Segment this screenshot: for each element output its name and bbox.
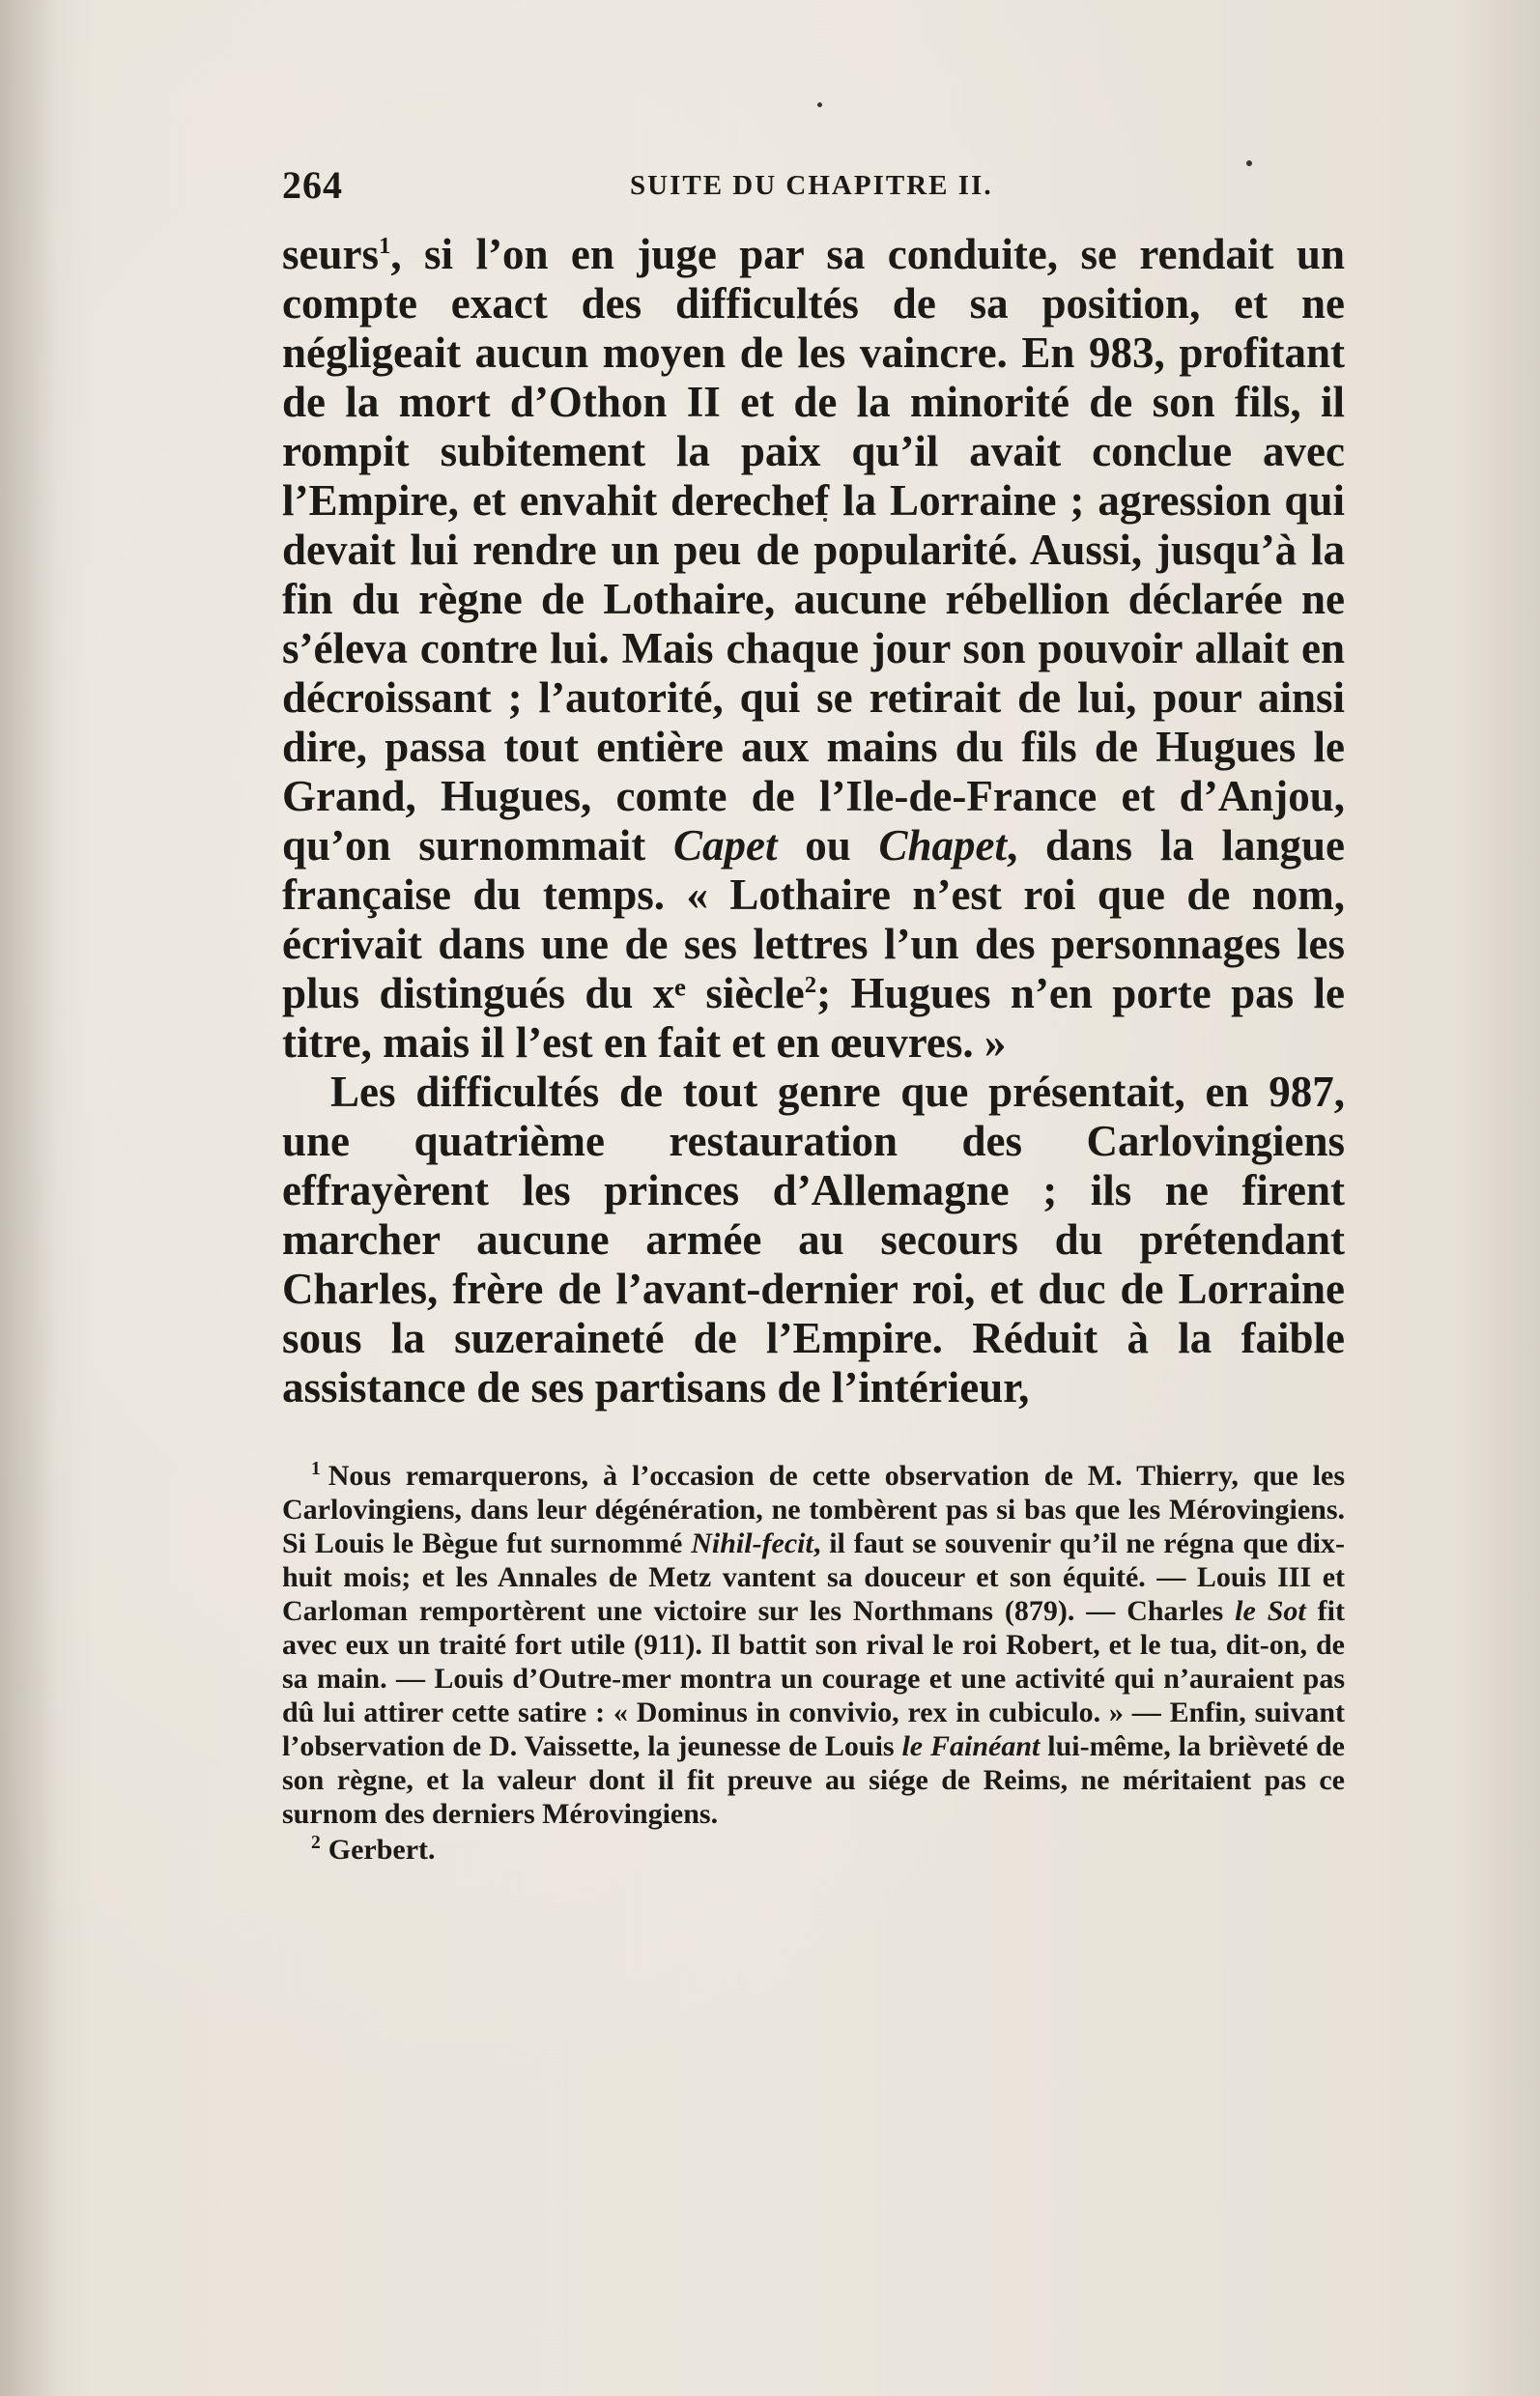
footnote-1-mark: 1 [311, 1459, 321, 1479]
paragraph-1 [282, 230, 1345, 1068]
italic-chapet: Chapet [878, 821, 1007, 870]
italic-le-faineant: le Fainéant [901, 1730, 1041, 1762]
footnote-ref-2: 2 [804, 972, 817, 998]
main-text [282, 230, 1345, 1412]
paragraph-1-text-b: , dans la langue française du temps. « Lothaire n’est roi que de nom, écrivait dans une de ses lettres l’un des personnages les plus distingués du xᵉ siècle [282, 821, 1345, 1017]
footnote-ref-1: 1 [379, 233, 391, 259]
footnote-2 [282, 1833, 1345, 1867]
paragraph-1-ou: ou [777, 821, 879, 870]
footnote-1-text-c: fit avec eux un traité fort utile (911). Il battit son rival le roi Robert, et le tua, dit-on, de sa main. — Louis d’Outre-mer montra un courage et une activité qui n’auraient pas dû lui attirer cette satire : « Dominus in convivio, rex in cubiculo. » — Enfin, suivant l’observation de D. Vaissette, la jeunesse de Louis [282, 1595, 1345, 1762]
paragraph-1-text-c: ; Hugues n’en porte pas le titre, mais il l’est en fait et en œuvres. » [282, 969, 1346, 1067]
ink-speck [817, 102, 822, 107]
paragraph-2: Les difficultés de tout genre que présentait, en 987, une quatrième restauration des Carlovingiens effrayèrent les princes d’Allemagne ; ils ne firent marcher aucune armée au secours du prétendant Charles, frère de l’avant-dernier roi, et duc de Lorraine sous la suzeraineté de l’Empire. Réduit à la faible assistance de ses partisans de l’intérieur, [282, 1068, 1345, 1412]
footnote-1-text-a: Nous remarquerons, à l’occasion de cette observation de M. Thierry, que les Carlovingiens, dans leur dégénération, ne tombèrent pas si bas que les Mérovingiens. Si Louis le Bègue fut surnommé [282, 1460, 1345, 1559]
footnote-2-mark: 2 [311, 1833, 321, 1853]
paragraph-1-text-a: , si l’on en juge par sa conduite, se rendait un compte exact des difficultés de sa position, et ne négligeait aucun moyen de les vaincre. En 983, profitant de la mort d’Othon II et de la minorité de son fils, il rompit subitement la paix qu’il avait conclue avec l’Empire, et envahit derechef la Lorraine ; agression qui devait lui rendre un peu de popularité. Aussi, jusqu’à la fin du règne de Lothaire, aucune rébellion déclarée ne s’éleva contre lui. Mais chaque jour son pouvoir allait en décroissant ; l’autorité, qui se retirait de lui, pour ainsi dire, passa tout entière aux mains du fils de Hugues le Grand, Hugues, comte de l’Ile-de-France et d’Anjou, qu’on surnommait [282, 230, 1345, 870]
running-title: SUITE DU CHAPITRE II. [630, 170, 993, 201]
footnote-1-text-d: lui-même, la brièveté de son règne, et la valeur dont il fit preuve au siége de Reims, ne méritaient pas ce surnom des derniers Mérovingiens. [282, 1730, 1345, 1830]
italic-le-sot: le Sot [1235, 1595, 1306, 1627]
page-number: 264 [282, 163, 343, 207]
page-edge-shadow [0, 0, 58, 2396]
footnotes [282, 1459, 1345, 1867]
page-header [282, 162, 1345, 211]
paragraph-1-start: seurs [282, 230, 379, 278]
italic-capet: Capet [673, 821, 778, 870]
footnote-1 [282, 1459, 1345, 1831]
footnote-2-text: Gerbert. [328, 1834, 436, 1866]
italic-nihil-fecit: Nihil-fecit [691, 1527, 813, 1559]
footnote-1-text-b: , il faut se souvenir qu’il ne régna que dix-huit mois; et les Annales de Metz vantent sa douceur et son équité. — Louis III et Carloman remportèrent une victoire sur les Northmans (879). — Charles [282, 1527, 1345, 1627]
